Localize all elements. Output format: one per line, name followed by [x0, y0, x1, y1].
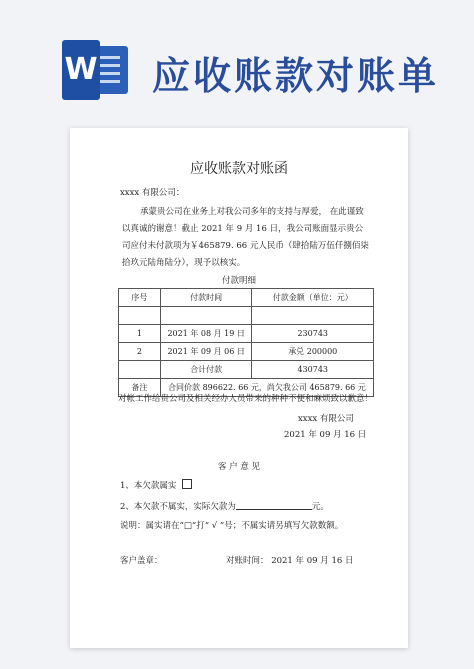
header-cell: 付款金额（单位：元） [252, 289, 374, 307]
banner-title: 应收账款对账单 [152, 54, 440, 98]
total-label: 合计付款 [160, 361, 252, 379]
option-2-suffix: 元。 [311, 502, 329, 512]
cell-amount: 230743 [252, 325, 374, 343]
header-cell: 付款时间 [160, 289, 252, 307]
table-total-row [119, 361, 374, 379]
cell-no: 2 [119, 343, 161, 361]
letter-date: 2021 年 09 月 16 日 [284, 430, 367, 440]
total-amount: 430743 [252, 361, 374, 379]
cell-no: 1 [119, 325, 161, 343]
confirm-date: 对账时间： 2021 年 09 月 16 日 [226, 556, 354, 566]
table-row [119, 343, 374, 361]
option-2-text: 2、本欠款不属实，实际欠款为 [120, 502, 236, 512]
remark-label: 备注 [119, 379, 161, 397]
confirm-checkbox[interactable] [182, 479, 192, 489]
instructions-text: 说明：属实请在“□”打“ √ ”号；不属实请另填写欠款数额。 [120, 521, 344, 531]
document-title: 应收账款对账函 [190, 161, 288, 177]
table-blank-row [119, 307, 374, 325]
intro-paragraph: 承蒙贵公司在业务上对我公司多年的支持与厚爱， 在此谨致以真诚的谢意！截止 2021 年 9 月 16 日，我公司账面显示贵公司应付未付款项为￥465879. 66 元人民币（肆拾陆万伍仟捌佰柒拾玖元陆角陆分），现予以核实。 [122, 207, 369, 268]
header-cell: 序号 [119, 289, 161, 307]
word-icon [62, 40, 128, 100]
sender-name: xxxx 有限公司 [298, 414, 354, 424]
option-1-row [120, 479, 192, 491]
option-1-text: 1、本欠款属实 [120, 481, 177, 491]
actual-amount-field[interactable] [236, 499, 312, 510]
customer-opinion-heading: 客 户 意 见 [217, 462, 261, 472]
apology-text: 对帐工作给贵公司及相关经办人员带来的种种不便和麻烦致以歉意！ [118, 394, 374, 404]
cell-amount: 承兑 200000 [252, 343, 374, 361]
cell-date: 2021 年 09 月 06 日 [160, 343, 252, 361]
cell-date: 2021 年 08 月 19 日 [160, 325, 252, 343]
table-header-row [119, 289, 374, 307]
payment-table [118, 288, 374, 397]
banner [0, 0, 474, 120]
remark-text: 合同价款 896622. 66 元，尚欠我公司 465879. 66 元 [160, 379, 373, 397]
table-row [119, 325, 374, 343]
customer-stamp-label: 客户盖章： [120, 556, 163, 566]
option-2-row [120, 499, 329, 512]
document-page [70, 128, 408, 648]
table-caption: 付款明细 [221, 276, 256, 286]
addressee: xxxx 有限公司： [120, 188, 185, 198]
word-icon-letter: W [62, 40, 100, 100]
